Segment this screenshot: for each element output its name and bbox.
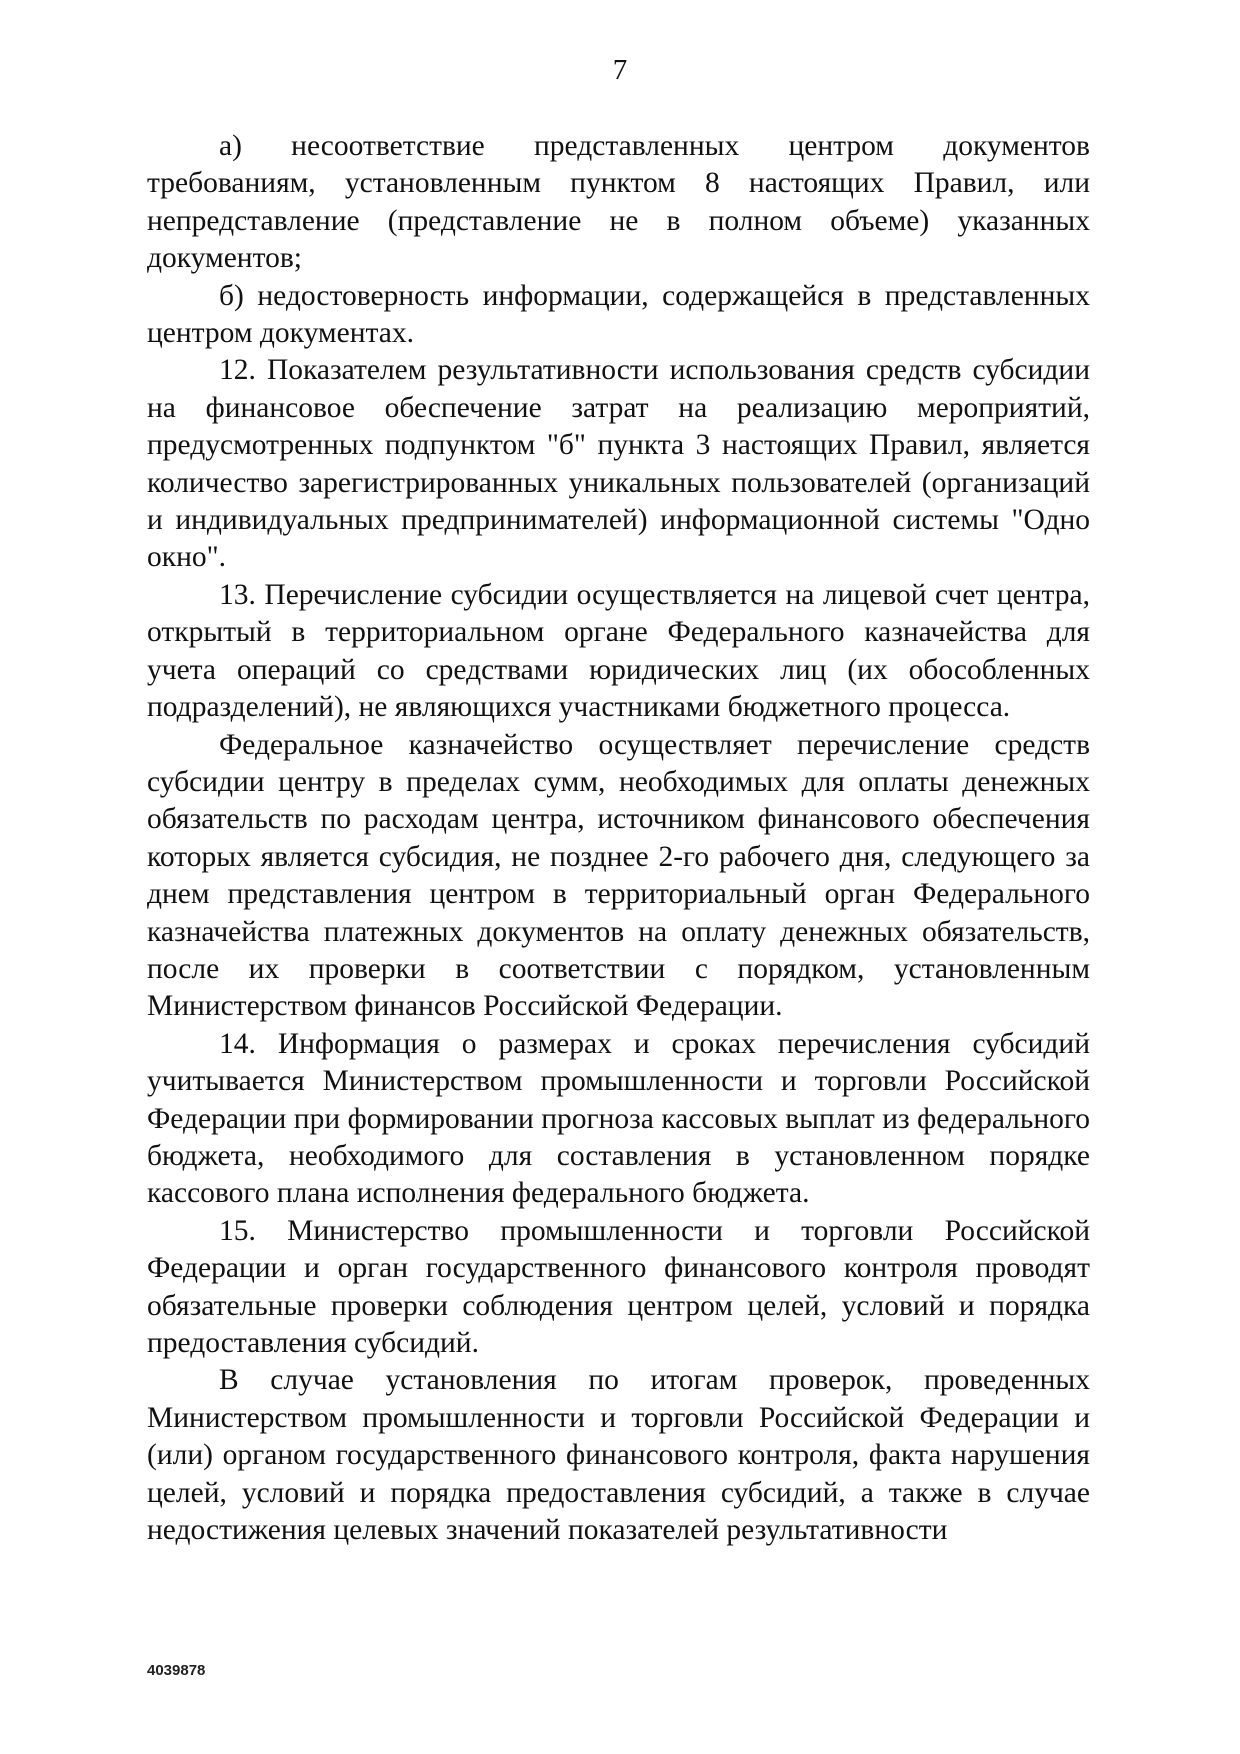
paragraph-13: 13. Перечисление субсидии осуществляется на лицевой счет центра, открытый в территориальном органе Федерального казначейства для учета операций со средствами юридических лиц (их обособленных подразделений), не являющихся участниками бюджетного процесса. (147, 578, 1090, 724)
paragraph-a: а) несоответствие представленных центром документов требованиям, установленным пунктом 8 настоящих Правил, или непредставление (представление не в полном объеме) указанных документов; (147, 130, 1090, 275)
paragraph-14: 14. Информация о размерах и сроках перечисления субсидий учитывается Министерством промышленности и торговли Российской Федерации при формировании прогноза кассовых выплат из федерального бюджета, необходимого для составления в установленном порядке кассового плана исполнения федерального бюджета. (147, 1027, 1090, 1210)
paragraph-13-treasury: Федеральное казначейство осуществляет перечисление средств субсидии центру в пределах сумм, необходимых для оплаты денежных обязательств по расходам центра, источником финансового обеспечения которых является субсидия, не позднее 2-го рабочего дня, следующего за днем представления центром в территориальный орган Федерального казначейства платежных документов на оплату денежных обязательств, после их проверки в соответствии с порядком, установленным Министерством финансов Российской Федерации. (147, 728, 1090, 1023)
page-number: 7 (612, 54, 628, 86)
document-code: 4039878 (147, 1662, 206, 1679)
paragraph-12: 12. Показателем результативности использования средств субсидии на финансовое обеспечение затрат на реализацию мероприятий, предусмотренных подпунктом "б" пункта 3 настоящих Правил, является количество зарегистрированных уникальных пользователей (организаций и индивидуальных предпринимателей) информационной системы "Одно окно". (147, 354, 1090, 574)
paragraph-b: б) недостоверность информации, содержащейся в представленных центром документах. (147, 279, 1090, 350)
document-body (147, 128, 1090, 1549)
paragraph-15: 15. Министерство промышленности и торговли Российской Федерации и орган государственного финансового контроля проводят обязательные проверки соблюдения центром целей, условий и порядка предоставления субсидий. (147, 1214, 1090, 1359)
paragraph-15-violations: В случае установления по итогам проверок, проведенных Министерством промышленности и торговли Российской Федерации и (или) органом государственного финансового контроля, факта нарушения целей, условий и порядка предоставления субсидий, а также в случае недостижения целевых значений показателей результативности (147, 1364, 1090, 1547)
